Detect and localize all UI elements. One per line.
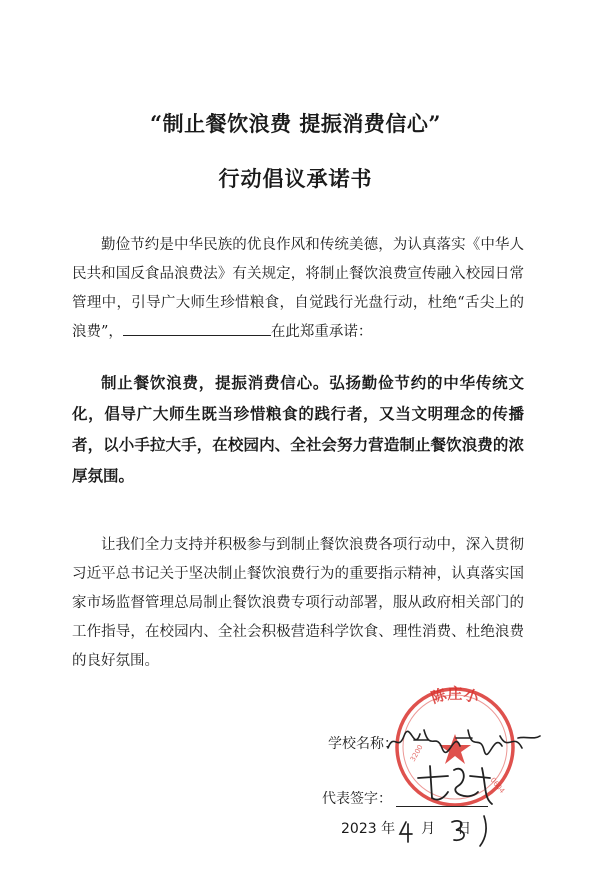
- handwritten-school-name: [384, 722, 544, 762]
- school-name-label: 学校名称：: [328, 736, 398, 752]
- handwritten-date: [392, 812, 502, 848]
- representative-signature: [408, 758, 500, 812]
- paragraph-action: 让我们全力支持并积极参与到制止餐饮浪费各项行动中，深入贯彻习近平总书记关于坚决制止餐饮浪费行为的重要指示精神，认真落实国家市场监督管理总局制止餐饮浪费专项行动部署，服从政府相关部门的工作指导，在校园内、全社会积极营造科学饮食、理性消费、杜绝浪费的良好氛围。: [72, 537, 524, 669]
- school-name-blank: [123, 321, 271, 336]
- page-title-line2: 行动倡议承诺书: [218, 166, 373, 191]
- paragraph-commitment: 制止餐饮浪费，提振消费信心。弘扬勤俭节约的中华传统文化，倡导广大师生既当珍惜粮食的践行者，又当文明理念的传播者，以小手拉大手，在校园内、全社会努力营造制止餐饮浪费的浓厚氛围。: [72, 374, 524, 485]
- representative-signature-label: 代表签字：: [322, 791, 392, 807]
- paragraph-intro-tail: 在此郑重承诺：: [270, 324, 373, 340]
- date-day-unit: 日: [457, 821, 472, 837]
- paragraph-intro-text: 勤俭节约是中华民族的优良作风和传统美德，为认真落实《中华人民共和国反食品浪费法》有关规定，将制止餐饮浪费宣传融入校园日常管理中，引导广大师生珍惜粮食，自觉践行光盘行动，杜绝“舌尖上的浪费”，: [72, 237, 524, 340]
- svg-text:3200: 3200: [408, 743, 425, 763]
- paragraph-intro: [72, 231, 524, 347]
- seal-text: 陈庄小: [428, 684, 482, 708]
- svg-text:0604: 0604: [488, 776, 507, 795]
- date-month-unit: 月: [421, 821, 436, 837]
- date-year: 2023 年: [341, 821, 396, 837]
- page-title-line1: “制止餐饮浪费 提振消费信心”: [150, 111, 441, 136]
- svg-text:陈庄小: [429, 684, 483, 707]
